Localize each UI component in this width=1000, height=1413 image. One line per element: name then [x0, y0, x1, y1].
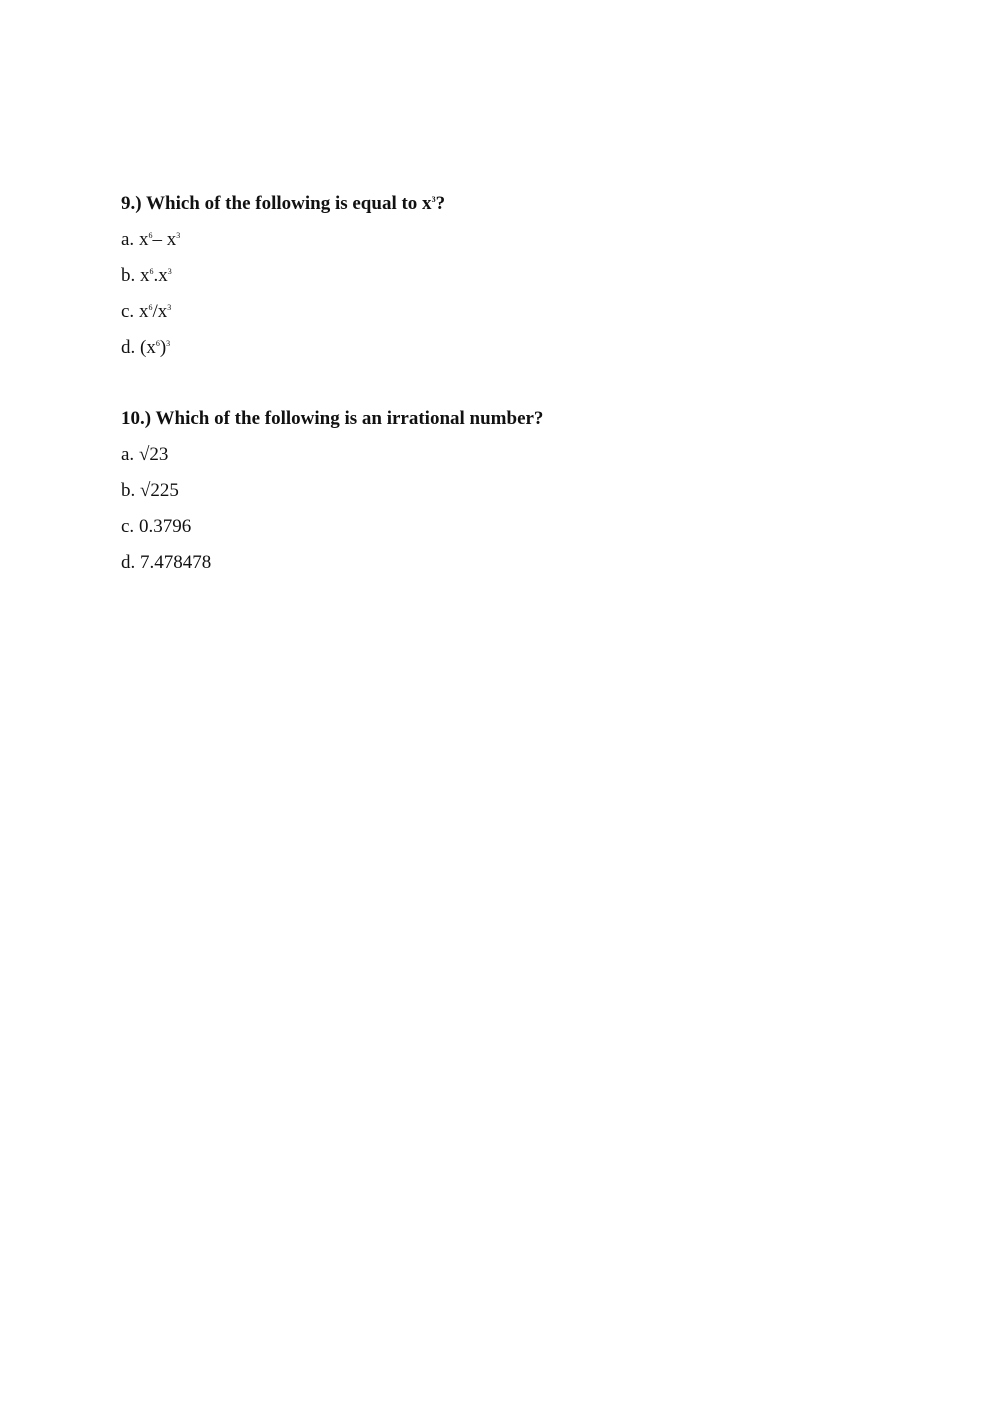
- question-text: Which of the following is an irrational number?: [155, 408, 544, 429]
- option-10a: [121, 442, 168, 468]
- option-letter: c.: [121, 301, 135, 322]
- option-10d: [121, 550, 211, 576]
- exponent: 3: [166, 339, 171, 348]
- exponent: 6: [155, 339, 160, 348]
- question-10: [121, 406, 941, 573]
- base: (x: [140, 337, 156, 358]
- exponent: 3: [176, 231, 181, 240]
- option-letter: b.: [121, 480, 136, 501]
- question-10-stem: [121, 406, 941, 432]
- base: x: [138, 301, 149, 322]
- option-10c: [121, 514, 191, 540]
- question-text: Which of the following is equal to x: [146, 193, 432, 214]
- option-letter: d.: [121, 337, 136, 358]
- option-text: √23: [138, 444, 169, 465]
- option-10b: [121, 478, 179, 504]
- option-9b: [121, 263, 172, 289]
- exponent: 6: [148, 231, 153, 240]
- option-letter: a.: [121, 229, 135, 250]
- paren-close: ): [159, 337, 167, 358]
- option-text: 7.478478: [140, 552, 212, 573]
- question-number: 9.): [121, 193, 142, 214]
- exponent: 3: [167, 267, 172, 276]
- option-9c: [121, 299, 171, 325]
- option-9d: [121, 335, 170, 361]
- exponent: 3: [167, 303, 172, 312]
- question-number: 10.): [121, 408, 152, 429]
- option-text: √225: [140, 480, 179, 501]
- operator-base: – x: [152, 229, 177, 250]
- option-letter: c.: [121, 516, 135, 537]
- option-text: 0.3796: [138, 516, 192, 537]
- operator-base: .x: [153, 265, 168, 286]
- question-9-stem: [121, 191, 941, 217]
- base: x: [138, 229, 149, 250]
- exponent: 6: [148, 303, 153, 312]
- option-letter: d.: [121, 552, 136, 573]
- operator-base: /x: [152, 301, 168, 322]
- question-9: [121, 191, 941, 358]
- option-letter: b.: [121, 265, 136, 286]
- question-mark: ?: [435, 193, 446, 214]
- option-letter: a.: [121, 444, 135, 465]
- exponent: 6: [149, 267, 154, 276]
- base: x: [140, 265, 150, 286]
- option-9a: [121, 227, 180, 253]
- exponent: 3: [431, 195, 436, 204]
